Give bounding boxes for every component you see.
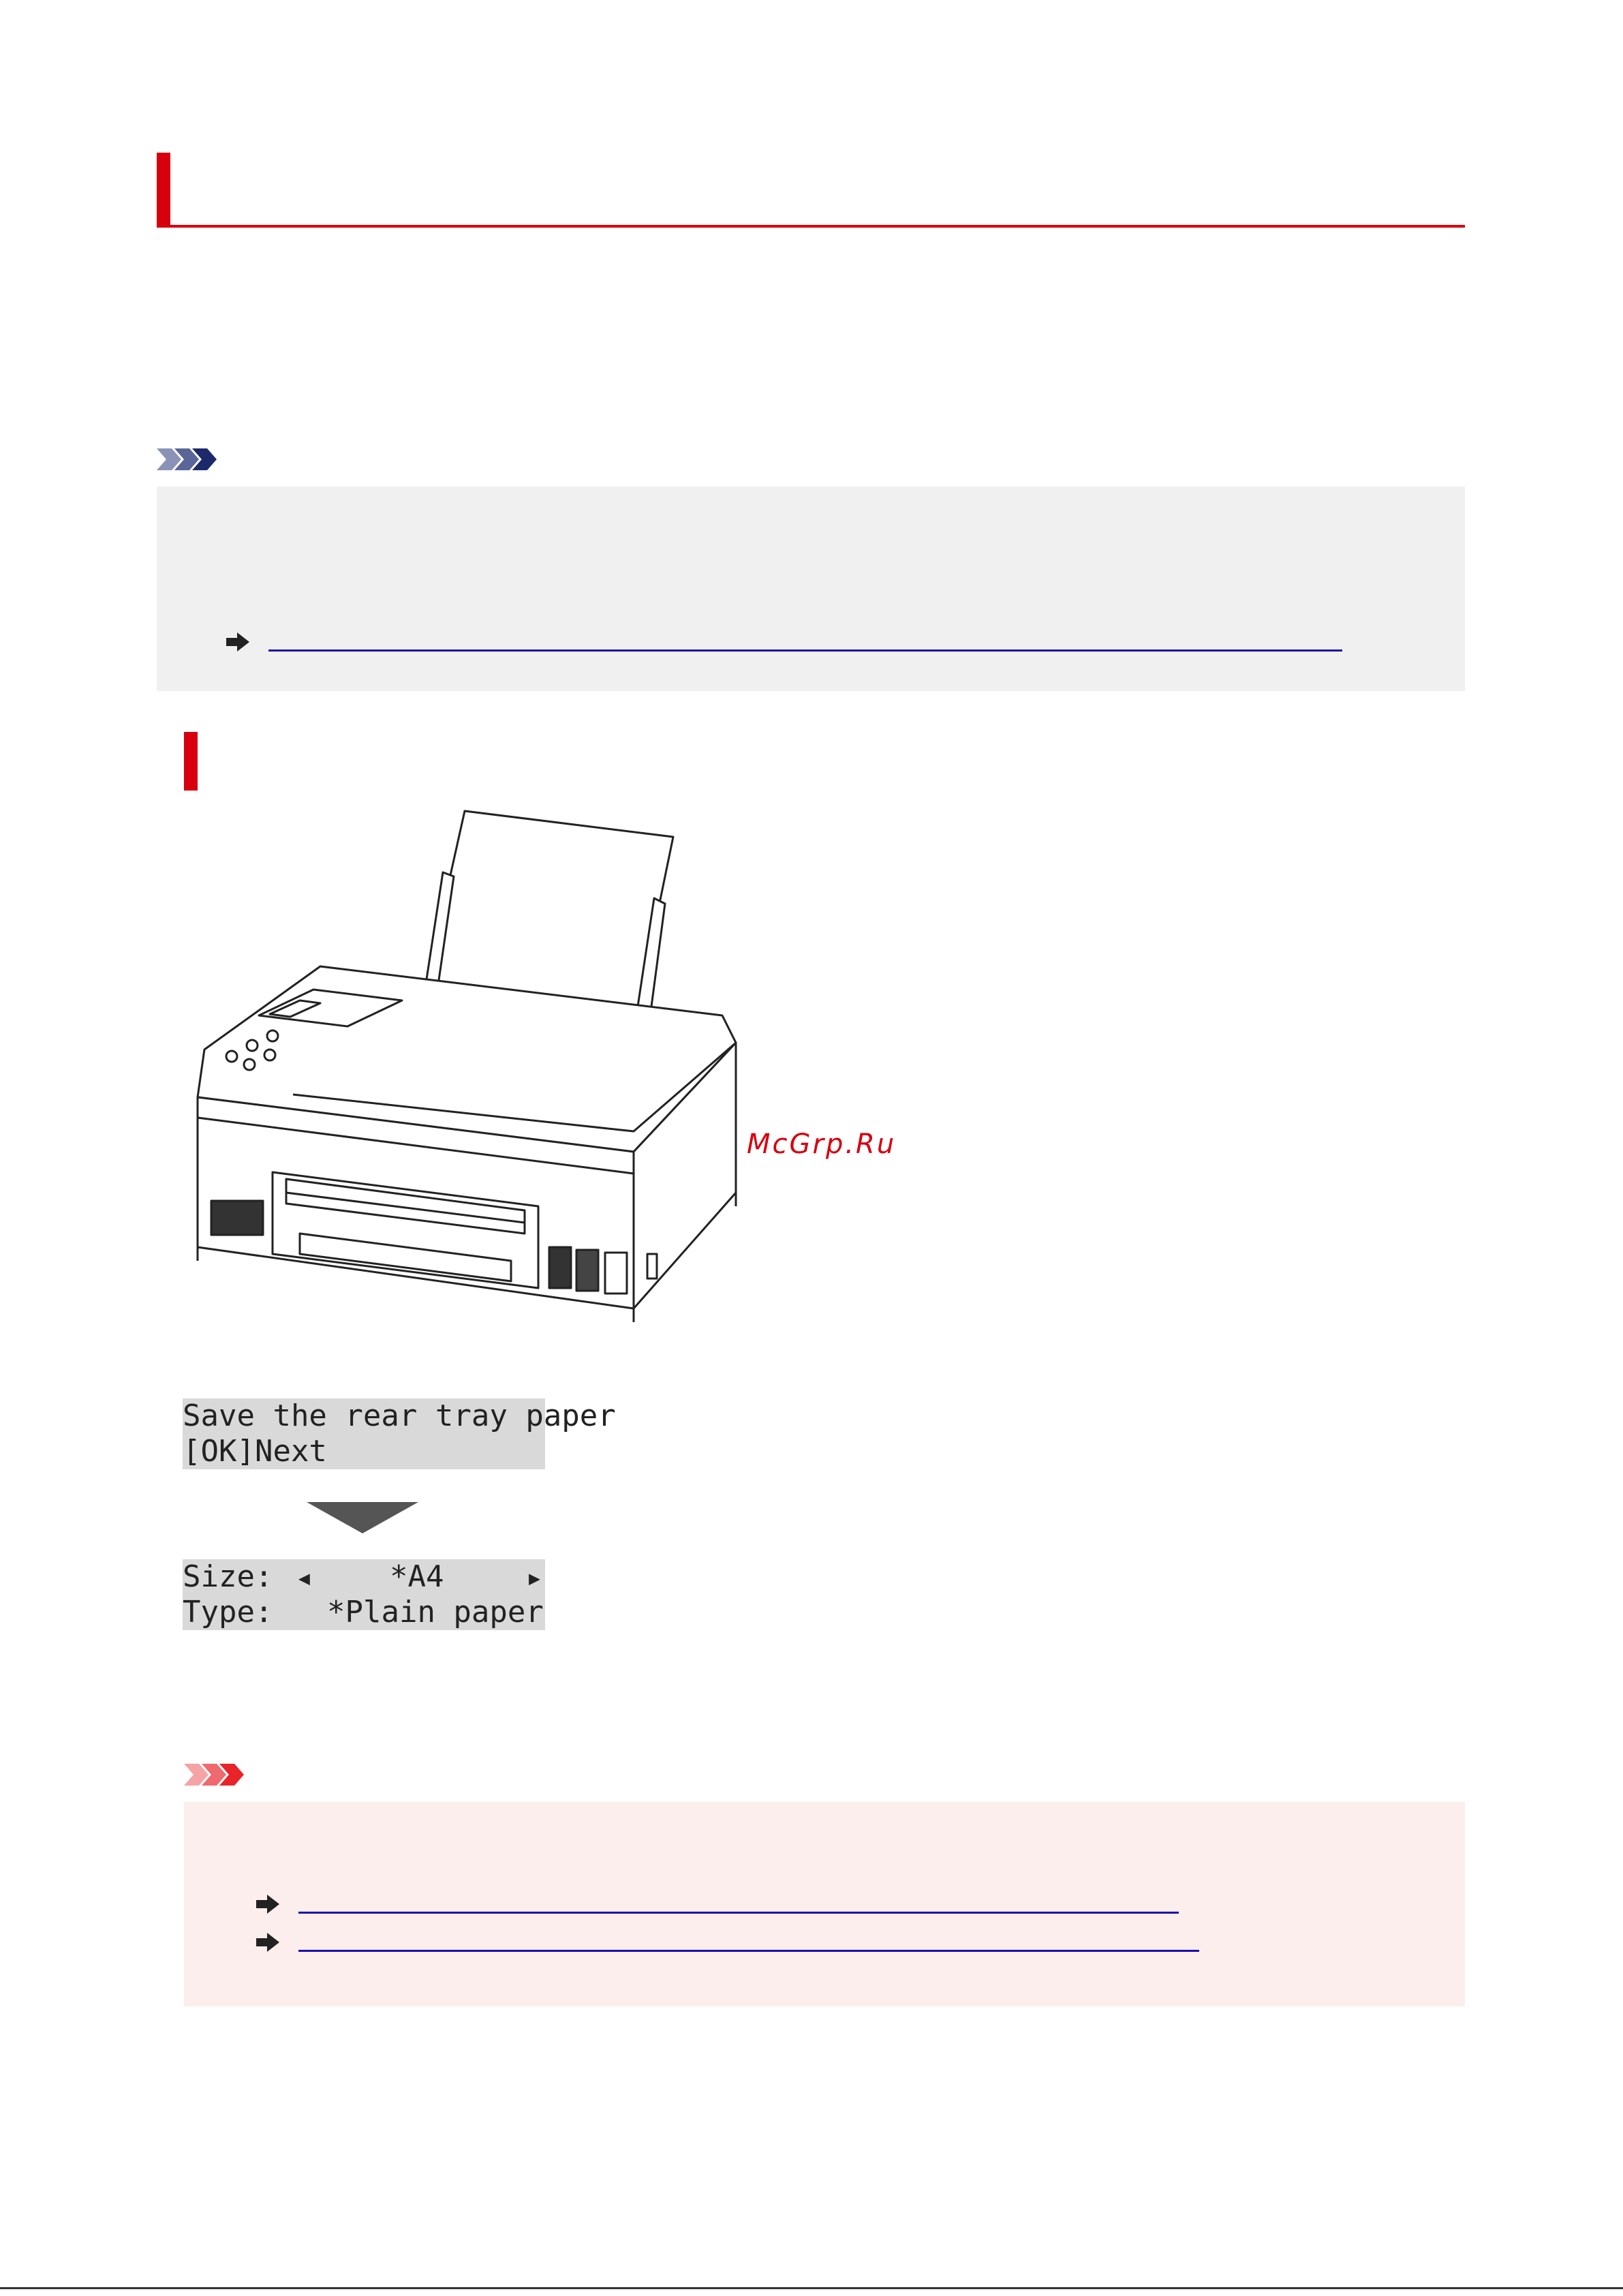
link-underline: [298, 1950, 1199, 1952]
important-reference-link-1[interactable]: [255, 1891, 1413, 1918]
lcd-line-2: [OK]Next: [183, 1434, 327, 1469]
lcd-screen-save-paper: [183, 1398, 616, 1469]
important-reference-link-2[interactable]: [255, 1929, 1413, 1956]
note-chevrons-icon: [157, 446, 225, 473]
arrow-right-icon: [255, 1893, 282, 1915]
down-triangle-icon: [307, 1502, 418, 1533]
lcd-screen-paper-settings: [183, 1559, 545, 1630]
step-heading-marker: [184, 732, 198, 791]
title-accent-bar: [157, 153, 170, 228]
page-title-bar: [157, 153, 1465, 228]
important-box: [184, 1802, 1465, 2006]
lcd-size-label: Size:: [183, 1559, 273, 1594]
lcd-type-label: Type:: [183, 1595, 273, 1629]
arrow-right-icon: [225, 631, 252, 653]
important-chevrons-icon: [184, 1761, 252, 1788]
lcd-size-value: *A4: [390, 1559, 444, 1594]
lcd-type-value: *Plain paper: [327, 1595, 544, 1629]
title-underline: [157, 225, 1465, 228]
watermark-text: McGrp.Ru: [747, 1129, 897, 1160]
link-underline: [298, 1912, 1179, 1914]
arrow-right-icon: [255, 1931, 282, 1953]
lcd-line-1: Save the rear tray paper: [183, 1398, 616, 1433]
footer-rule: [0, 2287, 1623, 2289]
link-underline: [268, 649, 1342, 652]
lcd-left-arrow-icon: ◀: [298, 1567, 310, 1589]
note-box: [157, 487, 1465, 691]
printer-with-paper-in-rear-tray-icon: [184, 811, 743, 1329]
note-reference-link[interactable]: [225, 628, 1506, 656]
lcd-right-arrow-icon: ▶: [529, 1567, 540, 1589]
